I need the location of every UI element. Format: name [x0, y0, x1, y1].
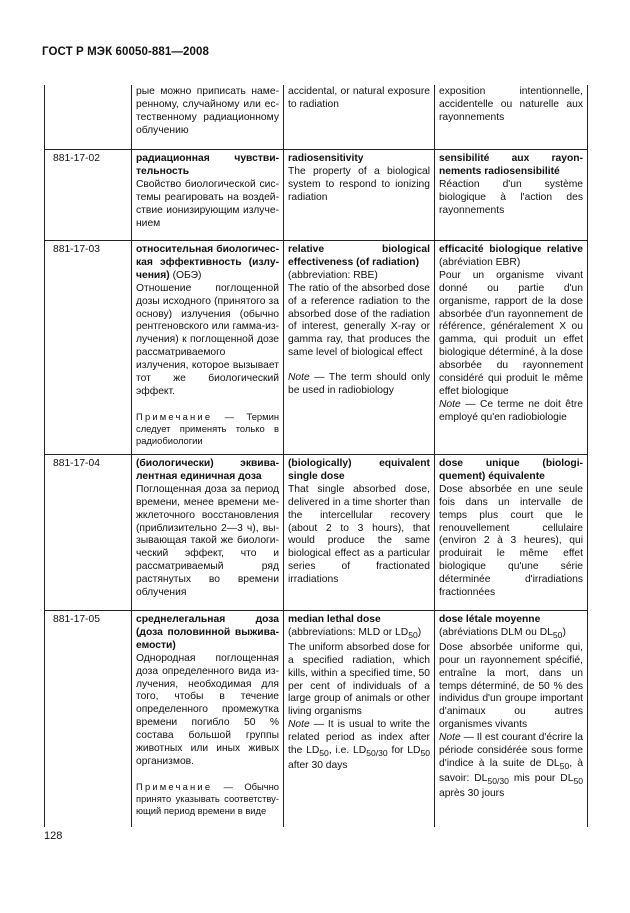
english-note-text: , i.e. LD: [328, 745, 367, 757]
french-note-text: mis pour DL: [508, 772, 574, 784]
subscript: 50: [573, 776, 583, 787]
french-note-text: après 30 jours: [439, 787, 505, 799]
table-row: [45, 150, 587, 241]
french-abbreviation-text: (abréviations DLM ou DL: [439, 626, 553, 638]
russian-definition: рые можно приписать намеренному, случайному или естественному радиационному облучению: [136, 86, 279, 136]
english-abbreviation: (abbreviation: RBE): [288, 269, 378, 281]
french-cell: [435, 455, 587, 610]
french-definition: Réaction d'un système biologique à l'action des rayonnements: [439, 178, 583, 216]
russian-note-text: — Термин следует применять только в радиобиологии: [136, 410, 279, 446]
english-definition: That single absorbed dose, delivered in a time shorter than the intercellular recovery (about 2 to 3 hours), that would produce the same biological effect as a particular series of fractionated irradiations: [288, 483, 430, 586]
french-definition: Dose absorbée uniforme qui, pour un rayonnement spécifié, entraîne la mort, dans un temps déterminé, de 50 % des individus d'un groupe important d'animaux ou autres organismes vivants: [439, 641, 583, 731]
french-abbreviation-close: ): [562, 626, 566, 638]
english-abbreviation-text: (abbreviations: MLD or LD: [288, 626, 409, 638]
subscript: 50/30: [366, 748, 388, 759]
english-cell: [284, 455, 435, 610]
russian-term-line: [136, 244, 279, 283]
russian-cell: [132, 241, 284, 454]
french-note-label: Note: [439, 398, 461, 410]
french-cell: [435, 85, 587, 149]
english-term: radiosensitivity: [288, 153, 364, 164]
english-definition: accidental, or natural exposure to radiation: [288, 86, 430, 110]
table-row: [45, 455, 587, 611]
russian-cell: [132, 611, 284, 827]
russian-term: относительная биологическая эффективность (излучения): [136, 244, 279, 281]
table-row: [45, 241, 587, 455]
english-term: relative biological effectiveness (of radiation): [288, 244, 430, 268]
russian-definition: Свойство биологической системы реагировать на воздействие ионизирующим излучением: [136, 178, 279, 229]
french-term: sensibilité aux rayonnements radiosensibilité: [439, 153, 583, 177]
english-cell: [284, 150, 435, 240]
term-number: 881-17-04: [45, 455, 132, 610]
russian-cell: [132, 85, 284, 149]
english-abbreviation: [288, 627, 430, 642]
terminology-table: [44, 85, 588, 827]
russian-note: [136, 411, 279, 447]
english-definition: The uniform absorbed dose for a specified radiation, which kills, within a specified time, 50 per cent of individuals of a large group of animals or other living organisms: [288, 641, 430, 718]
table-row: [45, 85, 587, 150]
russian-abbreviation: (ОБЭ): [172, 269, 202, 281]
russian-definition: Отношение поглощенной дозы исходного (принятого за основу) излучения (обычно рентгеновского или гамма-излучения) к поглощенной дозе рассматриваемого излучения, которое вызывает тот же биологический эффект.: [136, 282, 279, 397]
subscript: 50: [408, 629, 418, 640]
russian-note-text: — Обычно принято указывать соответствующий период времени в виде: [136, 780, 279, 816]
english-note: [288, 719, 430, 773]
french-definition: exposition intentionnelle, accidentelle ou naturelle aux rayonnements: [439, 86, 583, 123]
english-cell: [284, 241, 435, 454]
russian-definition: Поглощенная доза за период времени, менее времени межклеточного восстановления (приблизительно 2—3 ч), вызывающая такой же биологический эффект, что и рассматриваемый ряд растянутых во времени облучения: [136, 483, 279, 599]
french-cell: [435, 611, 587, 827]
french-note-label: Note: [439, 732, 461, 744]
russian-term: радиационная чувствительность: [136, 153, 279, 177]
english-term: (biologically) equivalent single dose: [288, 458, 430, 482]
subscript: 50/30: [487, 776, 509, 787]
french-term-line: [439, 244, 583, 270]
term-number: 881-17-03: [45, 241, 132, 454]
french-abbreviation: (abréviation EBR): [439, 256, 521, 268]
french-note: [439, 399, 583, 425]
english-cell: [284, 611, 435, 827]
russian-note-label: Примечание: [136, 410, 213, 422]
french-definition: Pour un organisme vivant donné ou partie d'un organisme, rapport de la dose absorbée d'un rayonnement de référence, généralement X ou gamma, qui produit un effet biologique déterminé, à la dose absorbée du rayonnement considéré qui produit le même effet biologique: [439, 269, 583, 397]
subscript: 50: [319, 748, 329, 759]
french-note-text: — Ce terme ne doit être employé qu'en radiobiologie: [439, 398, 583, 423]
french-term: efficacité biologique relative: [439, 244, 583, 255]
english-note-text: for LD: [387, 745, 421, 757]
english-note-label: Note: [288, 372, 310, 384]
subscript: 50: [420, 748, 431, 759]
page-number: 128: [44, 830, 63, 842]
english-definition: The ratio of the absorbed dose of a reference radiation to the absorbed dose of the radiation of interest, generally X-ray or gamma ray, that produces the same level of biological effect: [288, 282, 430, 359]
russian-cell: [132, 455, 284, 610]
table-row: [45, 611, 587, 827]
french-term: dose létale moyenne: [439, 614, 541, 625]
subscript: 50: [559, 761, 570, 772]
english-note-text: — It is usual to write the related period as index after the LD: [288, 719, 430, 757]
english-note: [288, 372, 430, 398]
french-note: [439, 732, 583, 801]
russian-cell: [132, 150, 284, 240]
subscript: 50: [552, 629, 563, 640]
french-note-text: , à savoir: DL: [439, 758, 583, 784]
french-cell: [435, 241, 587, 454]
russian-note-label: Примечание: [136, 780, 213, 792]
term-number: [45, 85, 132, 149]
russian-term: среднелегальная доза (доза половинной выживаемости): [136, 614, 279, 651]
term-number: 881-17-05: [45, 611, 132, 827]
term-number: 881-17-02: [45, 150, 132, 240]
russian-definition: Однородная поглощенная доза определенного вида излучения, необходимая для того, чтобы в течение определенного промежутка времени погибло 50 % состава большой группы животных или иных живых организмов.: [136, 652, 279, 767]
english-definition: The property of a biological system to respond to ionizing radiation: [288, 165, 430, 203]
russian-note: [136, 781, 279, 817]
russian-term: (биологически) эквивалентная единичная доза: [136, 458, 279, 482]
french-definition: Dose absorbée en une seule fois dans un intervalle de temps plus court que le renouvellement cellulaire (environ 2 à 3 heures), qui produirait le même effet biologique qu'une série déterminée d'irradiations fractionnées: [439, 483, 583, 599]
english-note-text: — The term should only be used in radiobiology: [288, 372, 430, 397]
french-cell: [435, 150, 587, 240]
english-note-text: after 30 days: [288, 760, 348, 772]
english-note-label: Note: [288, 719, 310, 731]
french-abbreviation: [439, 627, 583, 642]
page-header: ГОСТ Р МЭК 60050-881—2008: [42, 46, 209, 58]
english-term: median lethal dose: [288, 614, 381, 625]
french-term: dose unique (biologiquement) équivalente: [439, 458, 583, 482]
english-abbreviation-close: ): [417, 626, 422, 638]
english-cell: [284, 85, 435, 149]
french-note-text: — Il est courant d'écrire la période considérée sous forme d'indice à la suite de DL: [439, 732, 583, 770]
